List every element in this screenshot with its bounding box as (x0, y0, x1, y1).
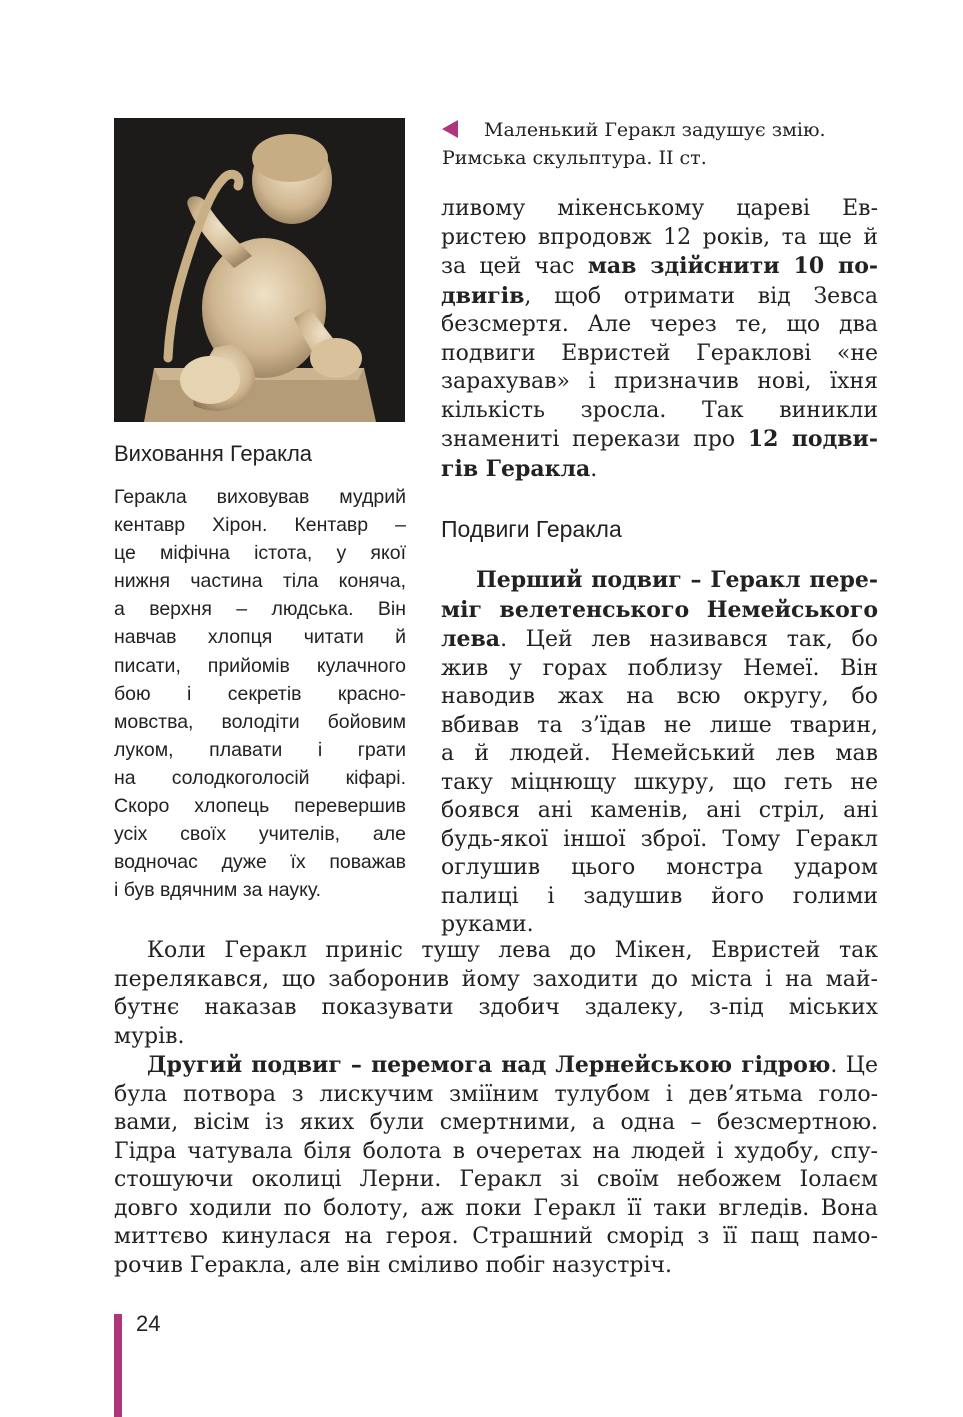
text-line: це міфічна істота, у якої (114, 542, 406, 565)
photo-caption (442, 116, 882, 172)
text-line: стошуючи околиці Лерни. Геракл зі своїм небожем Іолаєм (114, 1167, 878, 1192)
text-line: Коли Геракл приніс тушу лева до Мікен, Евристей так (147, 938, 878, 963)
text-line: довго ходили по болоту, аж поки Геракл її таки вгледів. Вона (114, 1195, 878, 1221)
page-accent-bar (114, 1314, 122, 1417)
caption-line: Маленький Геракл задушує змію. (442, 116, 882, 144)
text-line: кількість зросла. Так виникли (441, 397, 878, 423)
caption-line: Римська скульптура. ІІ ст. (442, 147, 707, 169)
first-labor-text (441, 566, 878, 940)
page-number: 24 (136, 1311, 161, 1336)
sculpture-photo (114, 118, 405, 422)
text-line: боявся ані каменів, ані стріл, ані (441, 798, 878, 823)
text-line: миттєво кинулася на героя. Страшний сморід з її пащ памо- (114, 1224, 878, 1249)
text-line: Гідра чатувала біля болота в очеретах на людей і худобу, спу- (114, 1138, 878, 1164)
text-line: була потвора з лискучим зміїним тулубом і дев’ятьма голо- (114, 1081, 878, 1107)
text-line: вами, вісім із яких були смертними, а одна – безсмертною. (114, 1110, 878, 1135)
text-line: Скоро хлопець перевершив (114, 795, 406, 818)
text-line: Геракла виховував мудрий (114, 486, 406, 508)
full-width-text (114, 937, 878, 1280)
text-line: усіх своїх учителів, але (114, 823, 406, 846)
text-line: писати, прийомів кулачного (114, 654, 406, 677)
text-line: водночас дуже їх поважав (114, 851, 406, 874)
text-line: лева. Цей лев називався так, бо (441, 626, 878, 652)
text-line: руками. (441, 912, 534, 937)
text-line: мурів. (114, 1023, 185, 1049)
labors-heading: Подвиги Геракла (441, 516, 622, 542)
text-line: перелякався, що заборонив йому заходити до міста і на май- (114, 966, 878, 992)
text-line: вбивав та з’їдав не лише тварин, (441, 712, 878, 738)
text-line: за цей час мав здійснити 10 по- (441, 253, 878, 279)
text-line: подвиги Евристей Гераклові «не (441, 340, 878, 366)
text-line: будь-якої іншої зброї. Тому Геракл (441, 826, 878, 852)
text-line: наводив жах на всю округу, бо (441, 684, 878, 709)
text-line: Перший подвиг – Геракл пере- (476, 567, 878, 593)
text-line: кентавр Хірон. Кентавр – (114, 514, 406, 537)
text-line: на солодкоголосій кіфарі. (114, 766, 406, 789)
text-line: навчав хлопця читати й (114, 626, 406, 649)
text-line: ливому мікенському цареві Ев- (441, 196, 878, 221)
text-line: жив у горах поблизу Немеї. Він (441, 655, 878, 681)
text-line: рочив Геракла, але він сміливо побіг назустріч. (114, 1252, 673, 1278)
text-line: Другий подвиг – перемога над Лернейською гідрою. Це (147, 1052, 878, 1078)
text-line: знамениті перекази про 12 подви- (441, 426, 878, 452)
upbringing-heading: Виховання Геракла (114, 441, 313, 466)
text-line: безсмертя. Але через те, що два (441, 312, 878, 337)
text-line: а й людей. Немейський лев мав (441, 741, 878, 766)
text-line: нижня частина тіла коняча, (114, 570, 406, 593)
right-column-text (441, 195, 878, 484)
caption-arrow-icon (442, 120, 458, 138)
text-line: міг велетенського Немейського (441, 596, 878, 623)
text-line: бою і секретів красно- (114, 682, 406, 705)
text-line: гів Геракла. (441, 455, 598, 482)
text-line: двигів, щоб отримати від Зевса (441, 282, 878, 309)
text-line: ристею впродовж 12 років, та ще й (441, 224, 878, 250)
text-line: бутнє наказав показувати здобич здалеку, з-під міських (114, 995, 878, 1020)
text-line: мовства, володіти бойовим (114, 710, 406, 733)
text-line: таку міцнющу шкуру, що геть не (441, 769, 878, 795)
text-line: луком, плавати і грати (114, 738, 406, 761)
text-line: палиці і задушив його голими (441, 883, 878, 909)
upbringing-text (114, 483, 406, 904)
text-line: зарахував» і призначив нові, їхня (441, 369, 878, 394)
text-line: і був вдячним за науку. (114, 879, 322, 902)
text-line: а верхня – людська. Він (114, 598, 406, 621)
text-line: оглушив цього монстра ударом (441, 855, 878, 880)
